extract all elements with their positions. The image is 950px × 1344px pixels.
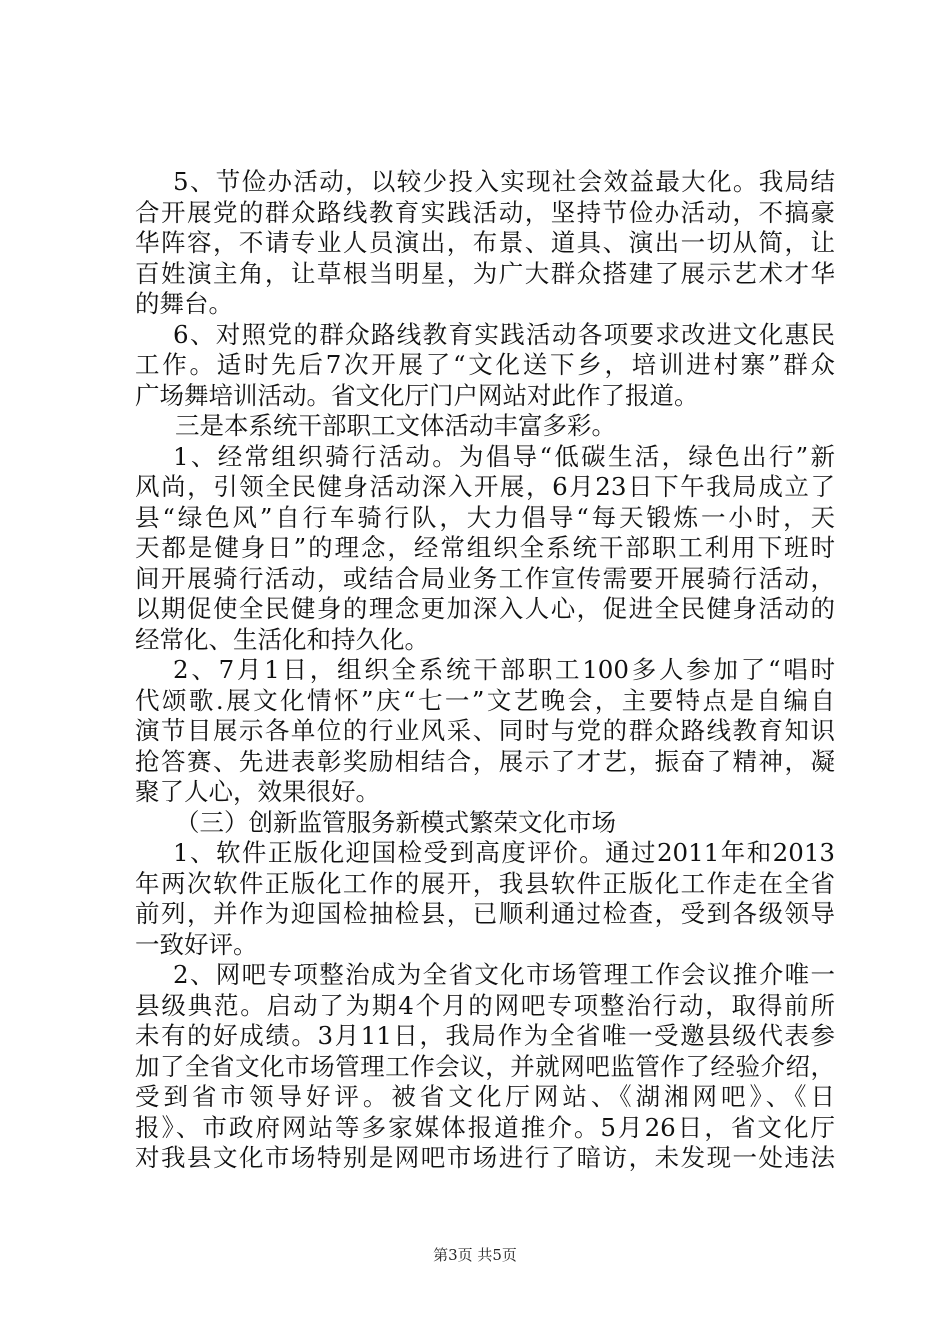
paragraph-line: 1、软件正版化迎国检受到高度评价。通过2011年和2013 xyxy=(173,838,835,867)
paragraph-line: 县级典范。启动了为期4个月的网吧专项整治行动，取得前所 xyxy=(135,990,835,1020)
paragraph-line: 加了全省文化市场管理工作会议，并就网吧监管作了经验介绍， xyxy=(135,1051,835,1081)
paragraph-line: 报》、市政府网站等多家媒体报道推介。5月26日，省文化厅 xyxy=(135,1112,835,1142)
paragraph-line: 对我县文化市场特别是网吧市场进行了暗访，未发现一处违法 xyxy=(135,1143,835,1172)
paragraph-line: 天都是健身日”的理念，经常组织全系统干部职工利用下班时 xyxy=(135,533,835,562)
paragraph-line: 一致好评。 xyxy=(135,929,258,959)
paragraph-line: 以期促使全民健身的理念更加深入人心，促进全民健身活动的 xyxy=(135,594,835,623)
paragraph-line: 县“绿色风”自行车骑行队，大力倡导“每天锻炼一小时，天 xyxy=(135,502,835,532)
paragraph-line: 5、节俭办活动，以较少投入实现社会效益最大化。我局结 xyxy=(173,167,835,196)
page-number-footer: 第3页 共5页 xyxy=(433,1246,517,1264)
paragraph-line: 合开展党的群众路线教育实践活动，坚持节俭办活动，不搞豪 xyxy=(135,197,835,227)
paragraph-line: 年两次软件正版化工作的展开，我县软件正版化工作走在全省 xyxy=(135,868,835,898)
document-body xyxy=(135,167,835,1174)
paragraph-line: 广场舞培训活动。省文化厅门户网站对此作了报道。 xyxy=(135,380,699,410)
section-heading: 三是本系统干部职工文体活动丰富多彩。 xyxy=(175,411,616,440)
section-heading: （三）创新监管服务新模式繁荣文化市场 xyxy=(175,807,616,837)
paragraph-line: 1、经常组织骑行活动。为倡导“低碳生活，绿色出行”新 xyxy=(173,441,835,471)
paragraph-line: 经常化、生活化和持久化。 xyxy=(135,624,429,654)
paragraph-line: 工作。适时先后7次开展了“文化送下乡，培训进村寨”群众 xyxy=(135,350,835,379)
paragraph-line: 6、对照党的群众路线教育实践活动各项要求改进文化惠民 xyxy=(173,319,835,349)
paragraph-line: 间开展骑行活动，或结合局业务工作宣传需要开展骑行活动， xyxy=(135,563,835,593)
paragraph-line: 未有的好成绩。3月11日，我局作为全省唯一受邀县级代表参 xyxy=(135,1021,835,1050)
paragraph-line: 前列，并作为迎国检抽检县，已顺利通过检查，受到各级领导 xyxy=(135,899,835,928)
paragraph-line: 百姓演主角，让草根当明星，为广大群众搭建了展示艺术才华 xyxy=(135,258,835,288)
paragraph-line: 的舞台。 xyxy=(135,289,233,318)
paragraph-line: 演节目展示各单位的行业风采、同时与党的群众路线教育知识 xyxy=(135,716,835,745)
paragraph-line: 抢答赛、先进表彰奖励相结合，展示了才艺，振奋了精神，凝 xyxy=(135,746,835,776)
paragraph-line: 聚了人心，效果很好。 xyxy=(135,777,380,806)
paragraph-line: 2、7月1日，组织全系统干部职工100多人参加了“唱时 xyxy=(173,655,835,684)
paragraph-line: 受到省市领导好评。被省文化厅网站、《湖湘网吧》、《日 xyxy=(135,1082,835,1111)
paragraph-line: 代颂歌.展文化情怀”庆“七一”文艺晚会，主要特点是自编自 xyxy=(135,685,835,715)
paragraph-line: 华阵容，不请专业人员演出，布景、道具、演出一切从简，让 xyxy=(135,228,835,257)
paragraph-line: 风尚，引领全民健身活动深入开展，6月23日下午我局成立了 xyxy=(135,472,835,501)
paragraph-line: 2、网吧专项整治成为全省文化市场管理工作会议推介唯一 xyxy=(173,960,835,989)
